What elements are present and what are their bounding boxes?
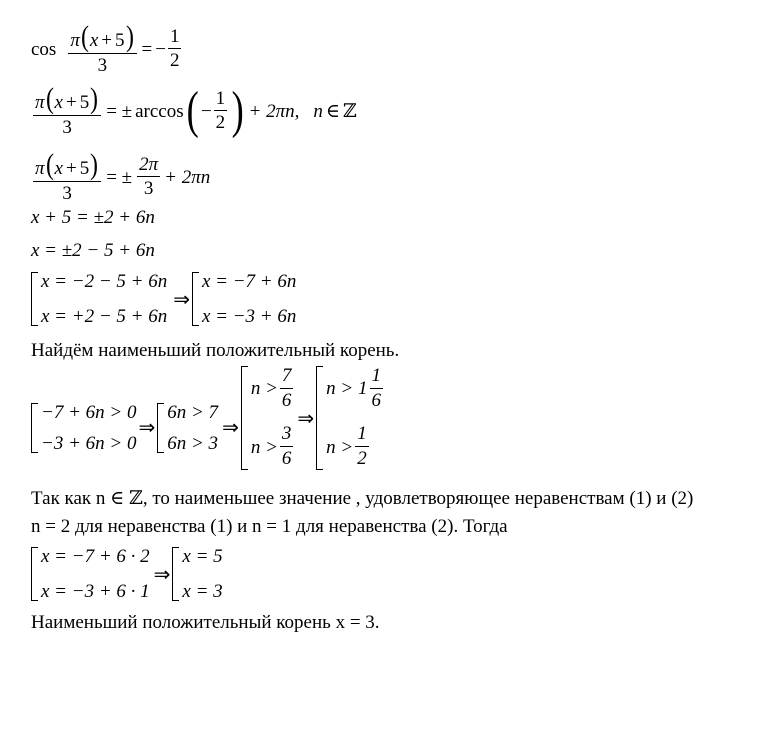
text-answer: Наименьший положительный корень x = 3. [31, 612, 380, 633]
implies-arrow: ⇒ [297, 406, 315, 430]
text-n-values: n = 2 для неравенства (1) и n = 1 для неравенства (2). Тогда [31, 516, 508, 537]
system-bracket-left: x = −2 − 5 + 6n x = +2 − 5 + 6n [31, 272, 167, 326]
ineq-system-b: 6n > 7 6n > 3 [157, 403, 218, 453]
final-system-right: x = 5 x = 3 [172, 547, 222, 601]
equation-line-5: x = ±2 − 5 + 6n [31, 240, 155, 261]
fraction-pi-x5-over-3: $\frac{\pi(x + 5)}{3}$ [33, 150, 101, 205]
pi-symbol: π [70, 30, 80, 51]
integers-symbol: ℤ [342, 100, 357, 122]
implies-arrow: ⇒ [138, 415, 156, 439]
equals-plus-minus: = ± [106, 100, 133, 122]
final-system-left: x = −7 + 6 · 2 x = −3 + 6 · 1 [31, 547, 150, 601]
equation-system-final [31, 547, 223, 601]
fraction-pi-x5-over-3: $\frac{\pi(x + 5)}{3}$ [68, 22, 136, 77]
arccos-label: arccos [135, 100, 184, 122]
fraction-pi-x5-over-3: $\frac{\pi(x + 5)}{3}$ [33, 84, 101, 139]
ineq-system-a: −7 + 6n > 0 −3 + 6n > 0 [31, 403, 136, 453]
fraction-2pi-over-3: $\frac{2\pi}{3}$ [139, 153, 159, 200]
fraction-one-half: $\frac{1}{2}$ [215, 87, 226, 134]
equation-line-2: $\frac{\pi(x + 5)}{3}$ = ± arccos ( − $\frac{1}{2}$ ) + 2πn, n ∈ ℤ [35, 82, 357, 140]
implies-arrow: ⇒ [153, 562, 171, 586]
ineq-system-d: n > 1 $\frac{1}{6}$ n > $\frac{1}{2}$ [316, 366, 385, 470]
implies-arrow: ⇒ [222, 415, 239, 439]
equals-sign: = [141, 38, 153, 60]
implies-arrow: ⇒ [173, 287, 190, 311]
ineq-system-c: n > $\frac{7}{6}$ n > $\frac{3}{6}$ [241, 366, 296, 470]
inequality-chain [31, 366, 385, 470]
fraction-one-half: $\frac{1}{2}$ [169, 25, 180, 72]
cos-label: cos [31, 38, 57, 60]
minus-sign: − [155, 38, 166, 60]
text-since-n-integer: Так как n ∈ ℤ, то наименьшее значение , удовлетворяющее неравенствам (1) и (2) [31, 488, 694, 509]
text-find-smallest-root: Найдём наименьший положительный корень. [31, 340, 400, 361]
equation-line-4: x + 5 = ±2 + 6n [31, 207, 155, 228]
period-term: + 2πn, [248, 100, 300, 122]
equation-system-1 [31, 272, 296, 326]
equation-line-1 [31, 22, 183, 77]
system-bracket-right: x = −7 + 6n x = −3 + 6n [192, 272, 296, 326]
denominator: 3 [97, 55, 108, 76]
equation-line-3: $\frac{\pi(x + 5)}{3}$ = ± $\frac{2\pi}{3}$ + 2πn [35, 148, 211, 204]
var-x: x [89, 30, 99, 51]
